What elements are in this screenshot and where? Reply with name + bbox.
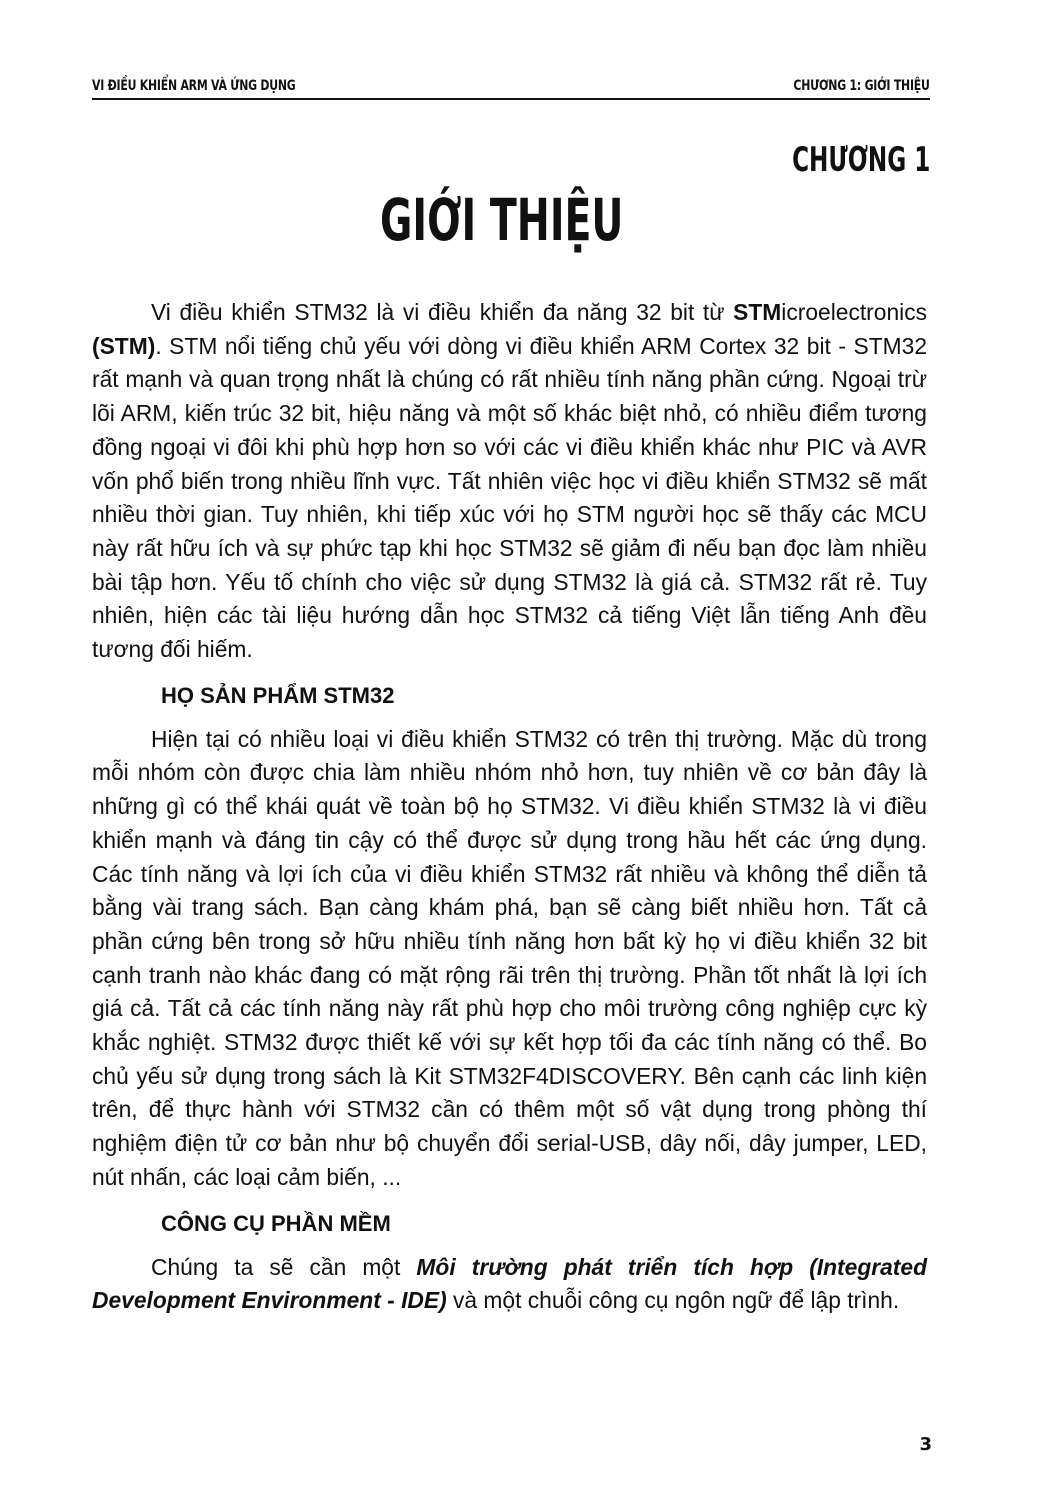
page-content: [92, 296, 927, 1318]
header-chapter-title: CHƯƠNG 1: GIỚI THIỆU: [793, 78, 930, 94]
software-tools-paragraph: Chúng ta sẽ cần một Môi trường phát triển tích hợp (Integrated Development Environment - IDE) và một chuỗi công cụ ngôn ngữ để lập trình.: [92, 1253, 927, 1314]
chapter-label: CHƯƠNG 1: [791, 140, 930, 180]
running-header: [92, 78, 930, 100]
page-number: 3: [919, 1434, 932, 1455]
chapter-title: GIỚI THIỆU: [380, 186, 624, 254]
section-heading-software-tools: CÔNG CỤ PHẦN MỀM: [161, 1210, 391, 1236]
intro-paragraph: Vi điều khiển STM32 là vi điều khiển đa năng 32 bit từ STMicroelectronics (STM). STM nổi tiếng chủ yếu với dòng vi điều khiển ARM Cortex 32 bit - STM32 rất mạnh và quan trọng nhất là chúng có rất nhiều tính năng phần cứng. Ngoại trừ lõi ARM, kiến trúc 32 bit, hiệu năng và một số khác biệt nhỏ, có nhiều điểm tương đồng ngoại vi đôi khi phù hợp hơn so với các vi điều khiển khác như PIC và AVR vốn phổ biến trong nhiều lĩnh vực. Tất nhiên việc học vi điều khiển STM32 sẽ mất nhiều thời gian. Tuy nhiên, khi tiếp xúc với họ STM người học sẽ thấy các MCU này rất hữu ích và sự phức tạp khi học STM32 sẽ giảm đi nếu bạn đọc làm nhiều bài tập hơn. Yếu tố chính cho việc sử dụng STM32 là giá cả. STM32 rất rẻ. Tuy nhiên, hiện các tài liệu hướng dẫn học STM32 cả tiếng Việt lẫn tiếng Anh đều tương đối hiếm.: [92, 299, 927, 663]
ide-term: Môi trường phát triển tích hợp (Integrated Development Environment - IDE): [92, 1253, 927, 1314]
product-family-paragraph: Hiện tại có nhiều loại vi điều khiển STM32 có trên thị trường. Mặc dù trong mỗi nhóm còn được chia làm nhiều nhóm nhỏ hơn, tuy nhiên về cơ bản đây là những gì có thể khái quát về toàn bộ họ STM32. Vi điều khiển STM32 là vi điều khiển mạnh và đáng tin cậy có thể được sử dụng trong hầu hết các ứng dụng. Các tính năng và lợi ích của vi điều khiển STM32 rất nhiều và không thể diễn tả bằng vài trang sách. Bạn càng khám phá, bạn sẽ càng biết nhiều hơn. Tất cả phần cứng bên trong sở hữu nhiều tính năng hơn bất kỳ họ vi điều khiển 32 bit cạnh tranh nào khác đang có mặt rộng rãi trên thị trường. Phần tốt nhất là lợi ích giá cả. Tất cả các tính năng này rất phù hợp cho môi trường công nghiệp cực kỳ khắc nghiệt. STM32 được thiết kế với sự kết hợp tối đa các tính năng có thể. Bo chủ yếu sử dụng trong sách là Kit STM32F4DISCOVERY. Bên cạnh các linh kiện trên, để thực hành với STM32 cần có thêm một số vật dụng trong phòng thí nghiệm điện tử cơ bản như bộ chuyển đổi serial-USB, dây nối, dây jumper, LED, nút nhấn, các loại cảm biến, ...: [92, 725, 927, 1190]
section-heading-product-family: HỌ SẢN PHẨM STM32: [161, 682, 395, 708]
header-book-title: VI ĐIỀU KHIỂN ARM VÀ ỨNG DỤNG: [92, 78, 296, 94]
